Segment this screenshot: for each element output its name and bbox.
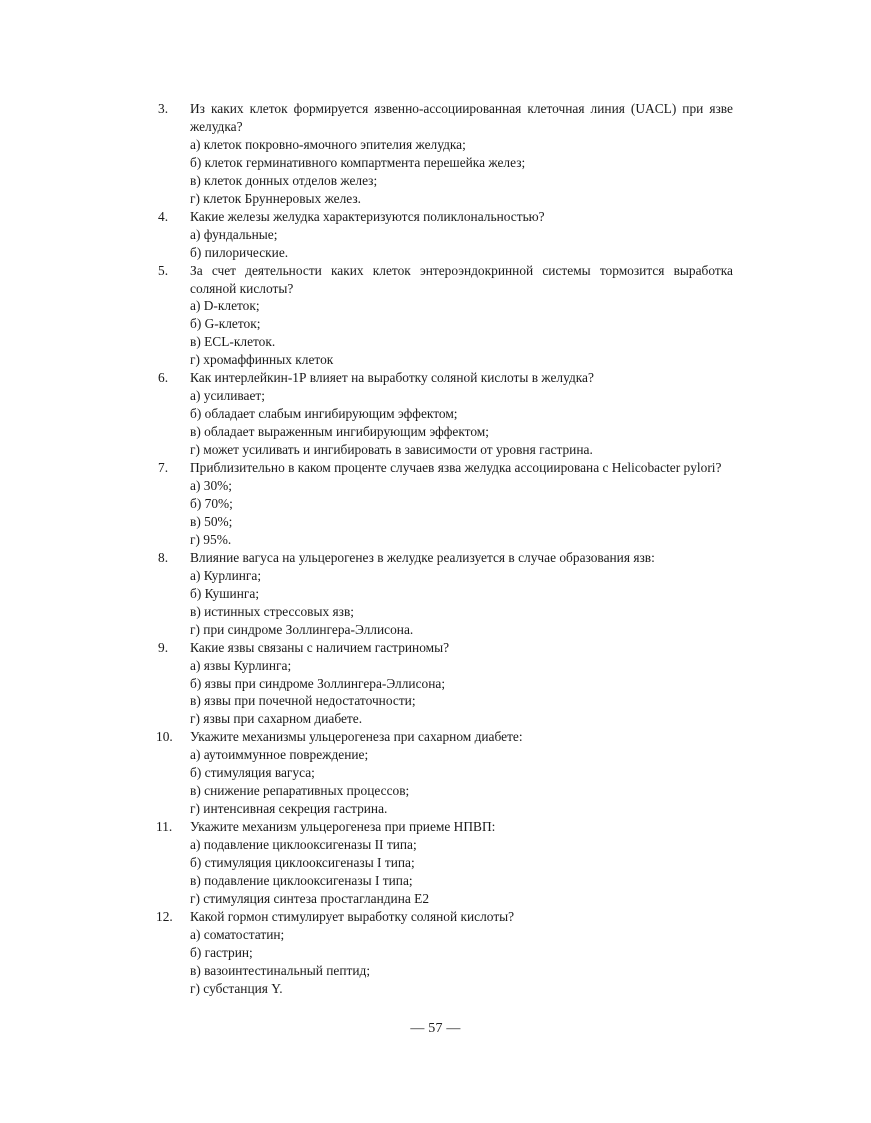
answer-option: г) стимуляция синтеза простагландина Е2: [190, 890, 430, 906]
question-item: [158, 549, 733, 639]
answer-option: г) язвы при сахарном диабете.: [190, 711, 363, 727]
question-list: [158, 100, 733, 998]
question-number: 7.: [158, 460, 169, 476]
question-item: [158, 208, 733, 262]
answer-option: в) обладает выраженным ингибирующим эффектом;: [190, 424, 489, 440]
question-number: 6.: [158, 370, 169, 386]
answer-option: б) язвы при синдроме Золлингера-Эллисона;: [190, 675, 446, 691]
answer-option: б) G-клеток;: [190, 316, 261, 332]
answer-option: г) интенсивная секреция гастрина.: [190, 801, 388, 817]
question-item: [158, 369, 733, 459]
answer-option: г) может усиливать и ингибировать в зависимости от уровня гастрина.: [190, 442, 593, 458]
answer-option: а) язвы Курлинга;: [190, 657, 292, 673]
page-number: — 57 —: [410, 1021, 461, 1036]
answer-option: б) гастрин;: [190, 944, 253, 960]
question-text: Укажите механизмы ульцерогенеза при сахарном диабете:: [190, 729, 523, 745]
answer-option: б) стимуляция вагуса;: [190, 765, 315, 781]
answer-option: а) 30%;: [190, 478, 233, 494]
answer-option: в) клеток донных отделов желез;: [190, 172, 378, 188]
question-item: [158, 100, 733, 208]
answer-option: а) Курлинга;: [190, 567, 262, 583]
question-item: [158, 262, 733, 370]
answer-option: в) снижение репаративных процессов;: [190, 783, 410, 799]
question-item: [158, 459, 733, 549]
question-number: 12.: [156, 908, 173, 924]
question-number: 9.: [158, 639, 169, 655]
question-number: 11.: [156, 819, 173, 835]
question-text: Какие язвы связаны с наличием гастриномы?: [190, 639, 450, 655]
answer-option: а) клеток покровно-ямочного эпителия желудка;: [190, 136, 466, 152]
question-number: 5.: [158, 262, 169, 278]
answer-option: г) субстанция Y.: [190, 980, 283, 996]
answer-option: г) при синдроме Золлингера-Эллисона.: [190, 621, 414, 637]
question-text: Какие железы желудка характеризуются поликлональностью?: [190, 208, 545, 224]
answer-option: в) ECL-клеток.: [190, 334, 276, 350]
answer-option: а) соматостатин;: [190, 926, 285, 942]
question-number: 4.: [158, 208, 169, 224]
answer-option: г) хромаффинных клеток: [190, 352, 334, 368]
question-text: Влияние вагуса на ульцерогенез в желудке реализуется в случае образования язв:: [190, 549, 655, 565]
question-text: Какой гормон стимулирует выработку соляной кислоты?: [190, 908, 515, 924]
question-item: [158, 908, 733, 998]
question-text: Приблизительно в каком проценте случаев язва желудка ассоциирована с Helicobacter pylori?: [190, 460, 722, 476]
question-number: 10.: [156, 729, 173, 745]
question-item: [158, 728, 733, 818]
question-item: [158, 639, 733, 729]
answer-option: а) усиливает;: [190, 388, 266, 404]
answer-option: в) подавление циклооксигеназы I типа;: [190, 872, 413, 888]
answer-option: б) пилорические.: [190, 244, 289, 260]
answer-option: а) фундальные;: [190, 226, 278, 242]
answer-option: б) клеток герминативного компартмента перешейка желез;: [190, 154, 526, 170]
question-text: Как интерлейкин-1Р влияет на выработку соляной кислоты в желудка?: [190, 370, 594, 386]
question-number: 3.: [158, 101, 169, 116]
question-text: Укажите механизм ульцерогенеза при приеме НПВП:: [190, 819, 496, 835]
answer-option: в) вазоинтестинальный пептид;: [190, 962, 371, 978]
answer-option: а) D-клеток;: [190, 298, 260, 314]
answer-option: г) клеток Бруннеровых желез.: [190, 190, 362, 206]
question-number: 8.: [158, 549, 169, 565]
answer-option: б) 70%;: [190, 495, 233, 511]
answer-option: б) Кушинга;: [190, 585, 260, 601]
answer-option: в) язвы при почечной недостаточности;: [190, 693, 416, 709]
answer-option: а) подавление циклооксигеназы II типа;: [190, 837, 417, 853]
answer-option: г) 95%.: [190, 531, 232, 547]
question-item: [158, 818, 733, 908]
answer-option: б) обладает слабым ингибирующим эффектом;: [190, 406, 458, 422]
answer-option: б) стимуляция циклооксигеназы I типа;: [190, 855, 415, 871]
question-text: Из каких клеток формируется язвенно-ассоциированная клеточная линия (UACL) при язве желудка?: [190, 101, 733, 134]
answer-option: в) 50%;: [190, 513, 233, 529]
answer-option: в) истинных стрессовых язв;: [190, 603, 354, 619]
answer-option: а) аутоиммунное повреждение;: [190, 747, 369, 763]
question-text: За счет деятельности каких клеток энтероэндокринной системы тормозится выработка соляной кислоты?: [190, 262, 733, 296]
